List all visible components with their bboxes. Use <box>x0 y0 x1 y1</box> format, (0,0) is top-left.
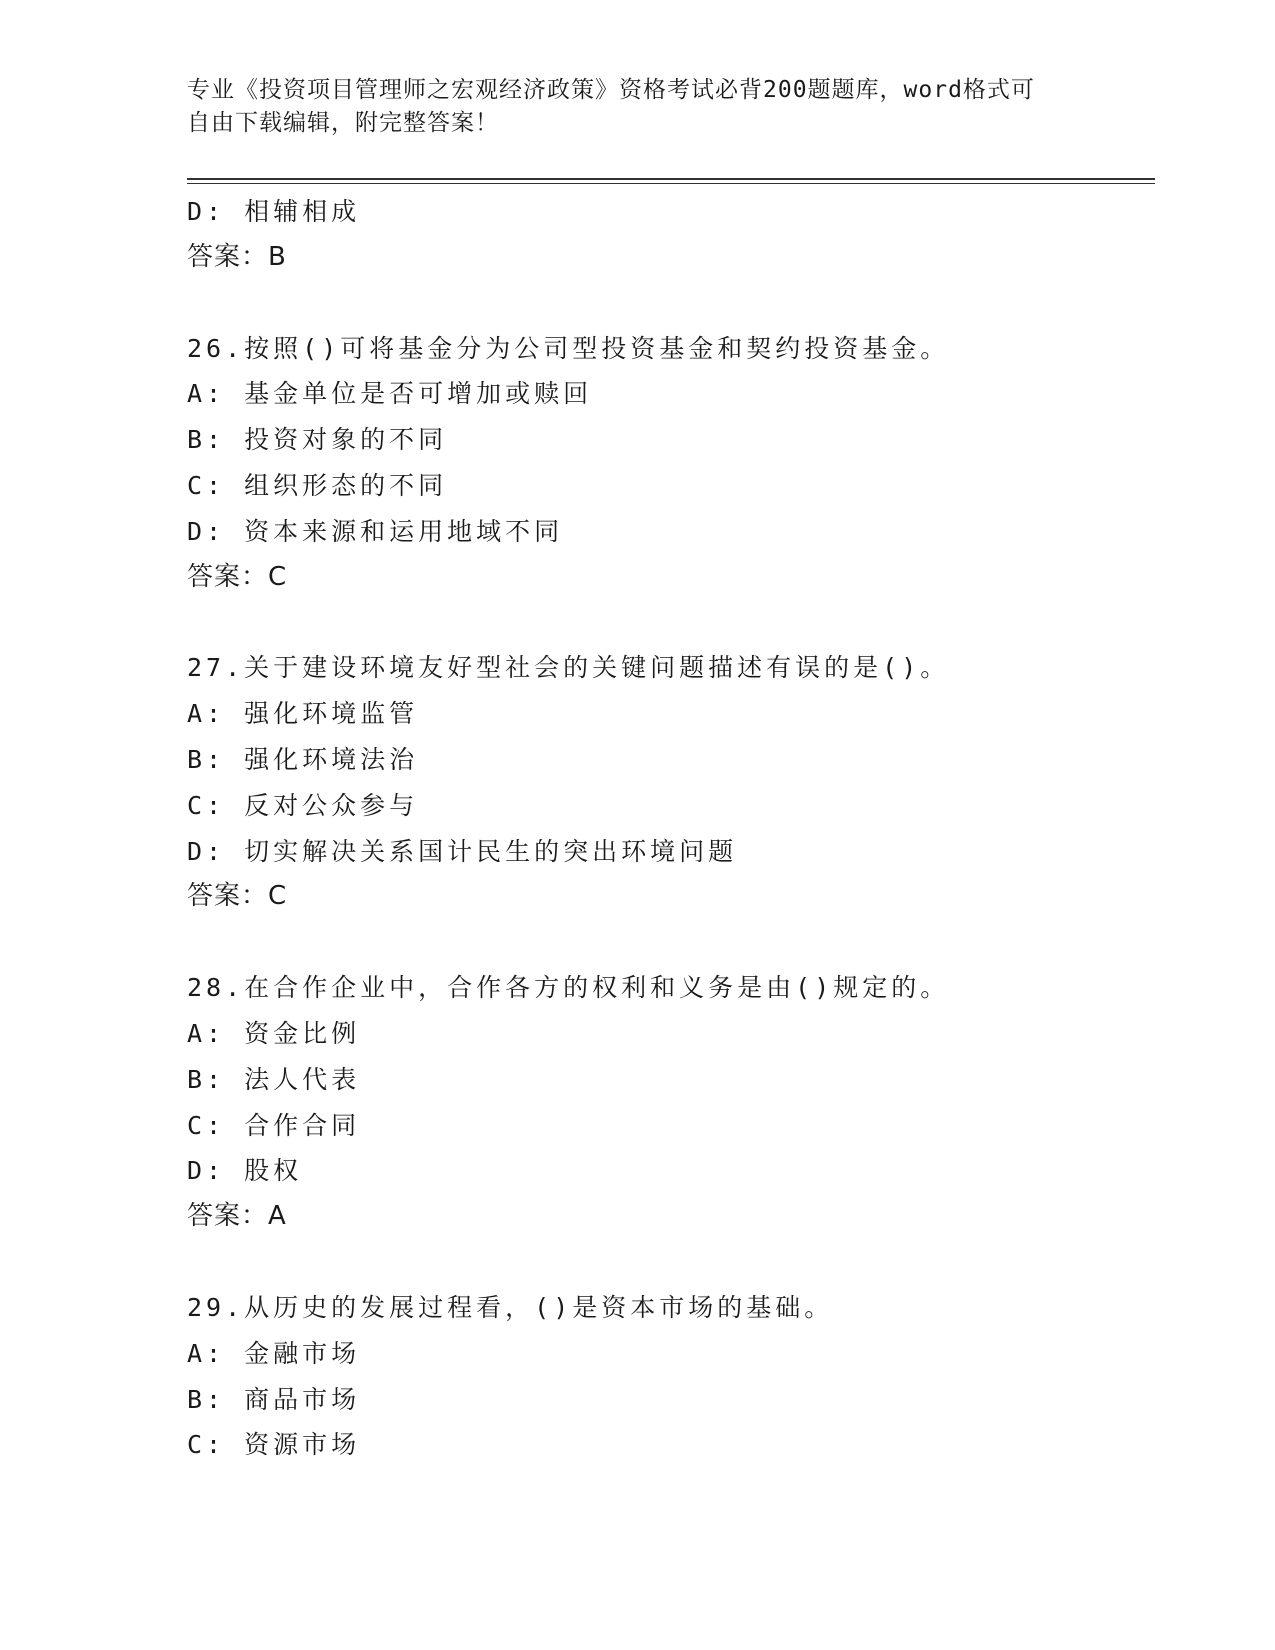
question-gap <box>187 1240 1155 1285</box>
option-b: B: 法人代表 <box>187 1064 361 1094</box>
option-a: A: 金融市场 <box>187 1338 361 1368</box>
option-a: A: 强化环境监管 <box>187 699 419 729</box>
header-rule-thick <box>187 178 1155 180</box>
option-c: C: 合作合同 <box>187 1110 361 1140</box>
option-a: A: 基金单位是否可增加或赎回 <box>187 379 593 409</box>
option-d: D: 股权 <box>187 1156 303 1186</box>
answer: 答案：C <box>187 881 288 912</box>
option-d: D: 切实解决关系国计民生的突出环境问题 <box>187 836 738 866</box>
option-a: A: 资金比例 <box>187 1018 361 1048</box>
answer: 答案：C <box>187 561 288 592</box>
question-28 <box>187 965 1155 1240</box>
question-26 <box>187 326 1155 601</box>
document-header <box>187 74 1067 140</box>
header-rule-thin <box>187 183 1155 184</box>
option-c: C: 组织形态的不同 <box>187 470 448 500</box>
question-gap <box>187 920 1155 965</box>
question-gap <box>187 600 1155 645</box>
question-gap <box>187 281 1155 326</box>
question-stem: 29.从历史的发展过程看，()是资本市场的基础。 <box>187 1292 834 1322</box>
header-line-2: 自由下载编辑，附完整答案！ <box>187 110 499 136</box>
option-b: B: 投资对象的不同 <box>187 425 448 455</box>
question-list <box>187 189 1155 1468</box>
header-line-1: 专业《投资项目管理师之宏观经济政策》资格考试必背200题题库，word格式可 <box>187 77 1035 103</box>
question-stem: 27.关于建设环境友好型社会的关键问题描述有误的是()。 <box>187 653 950 683</box>
question-27 <box>187 645 1155 920</box>
option-d: D: 相辅相成 <box>187 197 361 226</box>
question-stem: 28.在合作企业中，合作各方的权利和义务是由()规定的。 <box>187 973 950 1003</box>
option-b: B: 商品市场 <box>187 1384 361 1414</box>
answer: 答案：A <box>187 1201 287 1232</box>
option-c: C: 资源市场 <box>187 1430 361 1460</box>
answer: 答案：B <box>187 241 287 272</box>
question-29 <box>187 1285 1155 1468</box>
option-d: D: 资本来源和运用地域不同 <box>187 516 564 546</box>
question-stem: 26.按照()可将基金分为公司型投资基金和契约投资基金。 <box>187 333 950 363</box>
option-c: C: 反对公众参与 <box>187 790 419 820</box>
option-b: B: 强化环境法治 <box>187 744 419 774</box>
